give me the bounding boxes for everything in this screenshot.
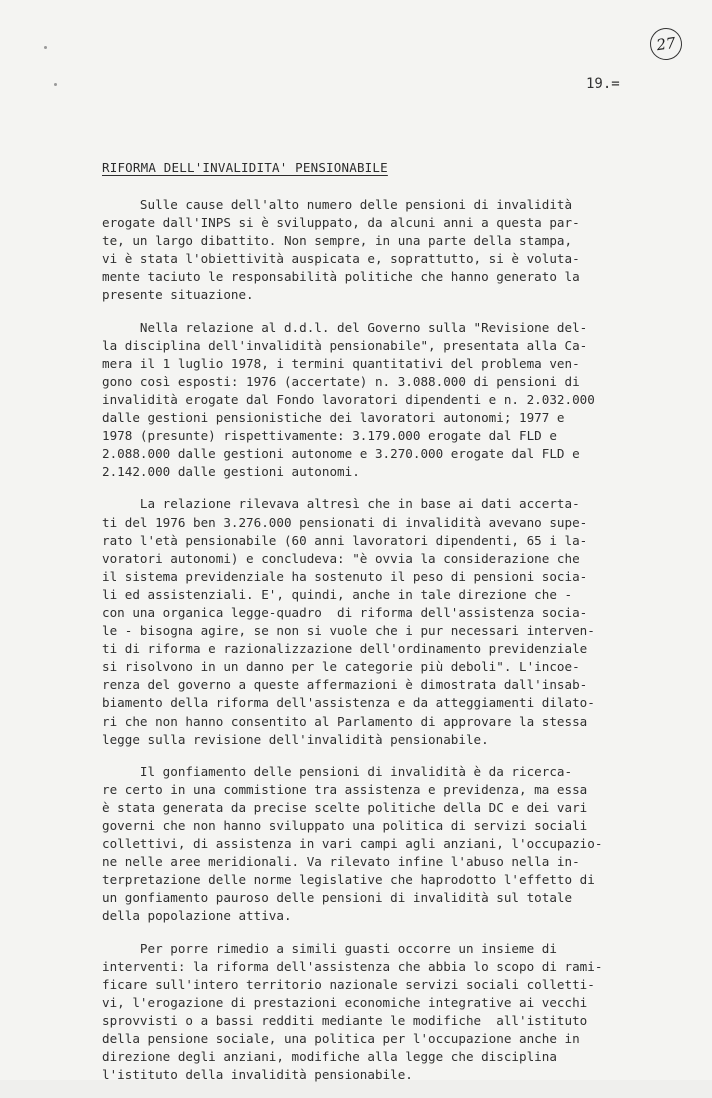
scan-speck <box>44 46 47 49</box>
page-number: 19.= <box>586 76 620 92</box>
archive-stamp: 27 <box>648 26 684 62</box>
paragraph: Sulle cause dell'alto numero delle pensioni di invalidità erogate dall'INPS si è sviluppato, da alcuni anni a questa par- te, un largo dibattito. Non sempre, in una parte della stampa, vi è stata l'obiettività auspicata e, soprattutto, si è voluta- mente taciuto le responsabilità politiche che hanno generato la presente situazione. <box>102 197 580 303</box>
scan-speck <box>54 83 57 86</box>
paragraph: Nella relazione al d.d.l. del Governo sulla "Revisione del- la disciplina dell'invalidità pensionabile", presentata alla Ca- mera il 1 luglio 1978, i termini quantitativi del problema ven- gono così esposti: 1976 (accertate) n. 3.088.000 di pensioni di invalidità erogate dal Fondo lavoratori dipendenti e n. 2.032.000 dalle gestioni pensionistiche dei lavoratori autonomi; 1977 e 1978 (presunte) rispettivamente: 3.179.000 erogate dal FLD e 2.088.000 dalle gestioni autonome e 3.270.000 erogate dal FLD e 2.142.000 dalle gestioni autonomi. <box>102 319 595 480</box>
body-text <box>102 196 662 1098</box>
paragraph: Per porre rimedio a simili guasti occorre un insieme di interventi: la riforma dell'assistenza che abbia lo scopo di rami- ficare sull'intero territorio nazionale servizi sociali colletti- vi, l'erogazione di prestazioni economiche integrative ai vecchi sprovvisti o a bassi redditi mediante le modifiche all'istituto della pensione sociale, una politica per l'occupazione anche in direzione degli anziani, modifiche alla legge che disciplina l'istituto della invalidità pensionabile. <box>102 940 603 1083</box>
section-title: RIFORMA DELL'INVALIDITA' PENSIONABILE <box>102 160 388 175</box>
paragraph: Il gonfiamento delle pensioni di invalidità è da ricerca- re certo in una commistione tra assistenza e previdenza, ma essa è stata generata da precise scelte politiche della DC e dei vari governi che non hanno sviluppato una politica di servizi sociali collettivi, di assistenza in vari campi agli anziani, l'occupazio- ne nelle aree meridionali. Va rilevato infine l'abuso nella in- terpretazione delle norme legislative che haprodotto l'effetto di un gonfiamento pauroso delle pensioni di invalidità sul totale della popolazione attiva. <box>102 763 603 924</box>
paragraph: La relazione rilevava altresì che in base ai dati accerta- ti del 1976 ben 3.276.000 pensionati di invalidità avevano supe- rato l'età pensionabile (60 anni lavoratori dipendenti, 65 i la- voratori autonomi) e concludeva: "è ovvia la considerazione che il sistema previdenziale ha sostenuto il peso di pensioni socia- li ed assistenziali. E', quindi, anche in tale direzione che - con una organica legge-quadro di riforma dell'assistenza socia- le - bisogna agire, se non si vuole che i pur necessari interven- ti di riforma e razionalizzazione dell'ordinamento previdenziale si risolvono in un danno per le categorie più deboli". L'incoe- renza del governo a queste affermazioni è dimostrata dall'insab- biamento della riforma dell'assistenza e da atteggiamenti dilato- ri che non hanno consentito al Parlamento di approvare la stessa legge sulla revisione dell'invalidità pensionabile. <box>102 496 595 747</box>
